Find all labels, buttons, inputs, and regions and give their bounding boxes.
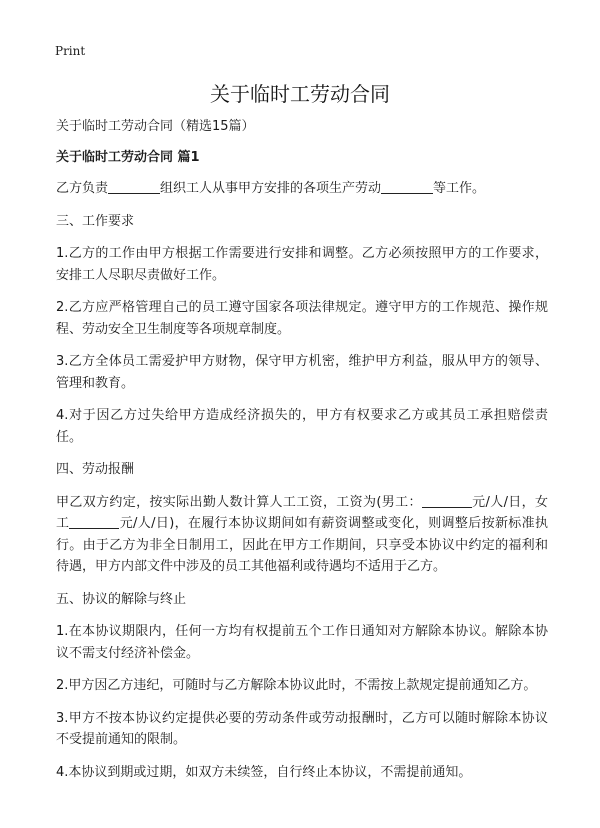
- heading-termination: 五、协议的解除与终止: [56, 591, 187, 607]
- page-title: 关于临时工劳动合同: [210, 82, 390, 106]
- text-segment: 等工作。: [433, 181, 486, 196]
- text-segment: 甲乙双方约定，按实际出勤人数计算人工工资，工资为(男工：: [56, 494, 422, 510]
- document-body: [56, 116, 548, 794]
- fill-blank: [108, 179, 160, 194]
- termination-item-4: 4.本协议到期或过期，如双方未续签，自行终止本协议，不需提前通知。: [56, 764, 472, 780]
- section-title: 关于临时工劳动合同 篇1: [56, 150, 200, 165]
- termination-item-2: 2.甲方因乙方违纪，可随时与乙方解除本协议此时，不需按上款规定提前通知乙方。: [56, 678, 537, 693]
- text-segment: 元/人/日)，在履行本协议期间如有薪资调整或变化，则调整后按新标准执行。由于乙方为非全日制用工，因此在甲方工作期间，只享受本协议中约定的福利和待遇，甲方内部文件中涉及的员工其他福利或待遇均不适用于乙方。: [56, 516, 548, 574]
- text-segment: 组织工人从事甲方安排的各项生产劳动: [160, 181, 382, 196]
- heading-labor-pay: 四、劳动报酬: [56, 462, 135, 477]
- fill-blank: [381, 179, 433, 194]
- text-segment: 乙方负责: [56, 181, 109, 196]
- print-link[interactable]: Print: [55, 44, 86, 58]
- requirement-item-2: 2.乙方应严格管理自己的员工遵守国家各项法律规定。遵守甲方的工作规范、操作规程、劳动安全卫生制度等各项规章制度。: [56, 300, 548, 337]
- termination-item-1: 1.在本协议期限内，任何一方均有权提前五个工作日通知对方解除本协议。解除本协议不需支付经济补偿金。: [56, 624, 548, 661]
- requirement-item-3: 3.乙方全体员工需爱护甲方财物，保守甲方机密，维护甲方利益，服从甲方的领导、管理和教育。: [56, 354, 548, 391]
- document-subtitle: 关于临时工劳动合同（精选15篇）: [56, 119, 255, 134]
- heading-work-requirements: 三、工作要求: [56, 213, 135, 229]
- paragraph-labor-pay: [56, 492, 548, 578]
- text-segment: 元/人/日，女工: [56, 494, 549, 531]
- requirement-item-4: 4.对于因乙方过失给甲方造成经济损失的，甲方有权要求乙方或其员工承担赔偿责任。: [56, 408, 548, 445]
- fill-blank: [422, 493, 472, 508]
- requirement-item-1: 1.乙方的工作由甲方根据工作需要进行安排和调整。乙方必须按照甲方的工作要求，安排工人尽职尽责做好工作。: [56, 246, 548, 283]
- fill-blank: [69, 514, 119, 529]
- paragraph-responsibility: [56, 178, 548, 200]
- termination-item-3: 3.甲方不按本协议约定提供必要的劳动条件或劳动报酬时，乙方可以随时解除本协议不受提前通知的限制。: [56, 710, 548, 747]
